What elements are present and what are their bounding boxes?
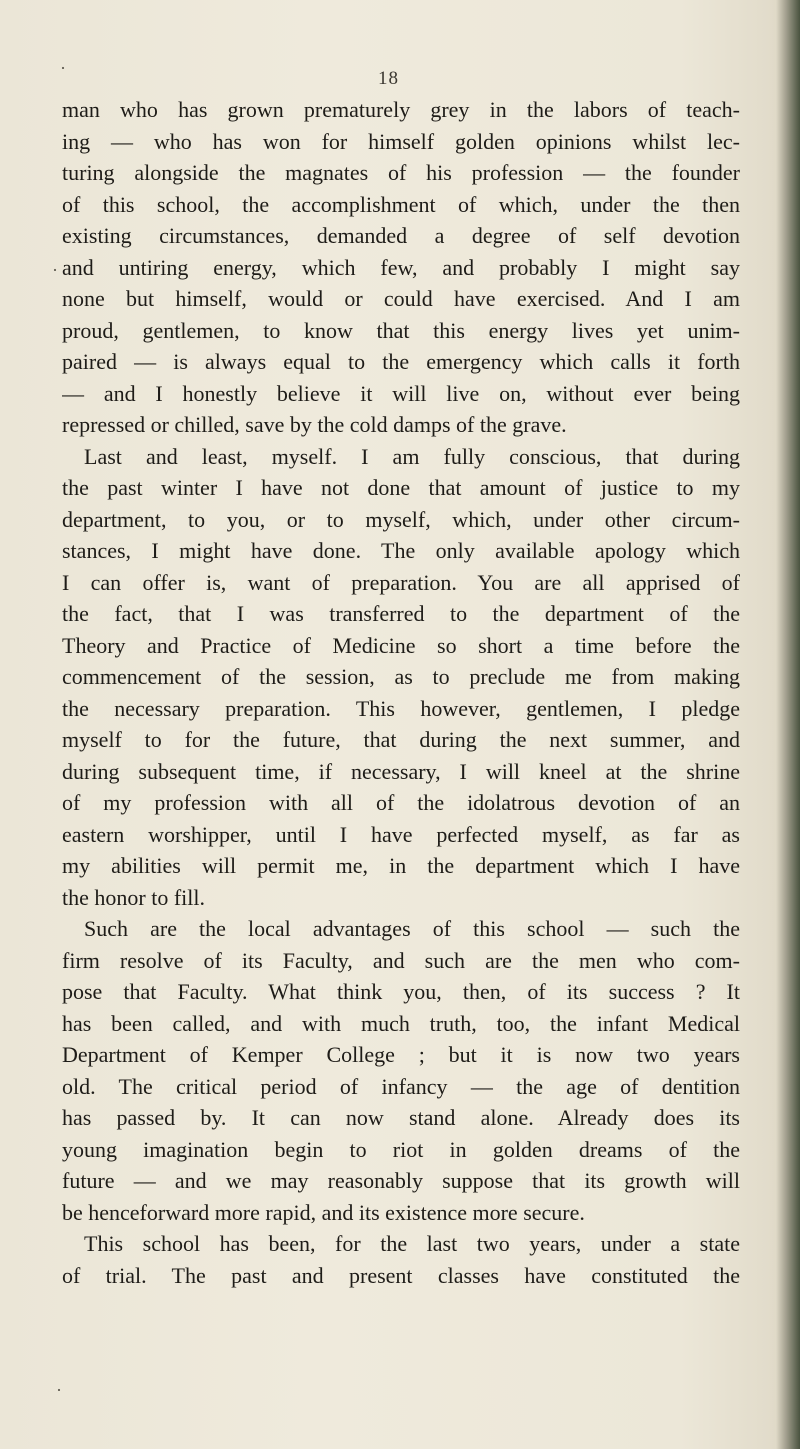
text-line: existing circumstances, demanded a degree of self devotion (62, 223, 740, 248)
text-line: man who has grown prematurely grey in the labors of teach- (62, 97, 740, 122)
text-line: myself to for the future, that during the next summer, and (62, 727, 740, 752)
text-line: young imagination begin to riot in golden dreams of the (62, 1136, 740, 1162)
body-text (62, 94, 740, 1291)
text-line: stances, I might have done. The only available apology which (62, 538, 740, 563)
text-line: be henceforward more rapid, and its existence more secure. (62, 1199, 585, 1225)
text-line: repressed or chilled, save by the cold damps of the grave. (62, 412, 567, 437)
stray-mark: · (56, 1380, 62, 1400)
text-line: the fact, that I was transferred to the department of the (62, 601, 740, 626)
text-line: paired — is always equal to the emergency which calls it forth (62, 349, 740, 374)
text-line: of this school, the accomplishment of which, under the then (62, 191, 740, 217)
text-line: — and I honestly believe it will live on, without ever being (62, 380, 740, 406)
stray-mark: · (52, 260, 58, 280)
text-line: Department of Kemper College ; but it is now two years (62, 1042, 740, 1067)
text-line: my abilities will permit me, in the department which I have (62, 853, 740, 878)
text-line: future — and we may reasonably suppose that its growth will (62, 1168, 740, 1193)
text-line: has passed by. It can now stand alone. Already does its (62, 1105, 740, 1130)
page-number: 18 (378, 68, 399, 89)
text-line: department, to you, or to myself, which, under other circum- (62, 506, 740, 532)
text-line: the honor to fill. (62, 884, 205, 910)
text-line: none but himself, would or could have exercised. And I am (62, 286, 740, 311)
text-line: the necessary preparation. This however, gentlemen, I pledge (62, 695, 740, 721)
text-line: old. The critical period of infancy — the age of dentition (62, 1073, 740, 1099)
text-line: ing — who has won for himself golden opinions whilst lec- (62, 128, 740, 154)
stray-mark: · (60, 58, 66, 78)
text-line: Last and least, myself. I am fully conscious, that during (84, 443, 740, 469)
text-line: during subsequent time, if necessary, I will kneel at the shrine (62, 758, 740, 784)
text-line: pose that Faculty. What think you, then, of its success ? It (62, 979, 740, 1004)
page-edge-shadow (776, 0, 800, 1449)
text-line: eastern worshipper, until I have perfected myself, as far as (62, 821, 740, 847)
text-line: and untiring energy, which few, and probably I might say (62, 254, 740, 280)
text-line: proud, gentlemen, to know that this energy lives yet unim- (62, 317, 740, 343)
text-line: I can offer is, want of preparation. You are all apprised of (62, 569, 740, 595)
text-line: turing alongside the magnates of his profession — the founder (62, 160, 740, 185)
text-line: This school has been, for the last two years, under a state (84, 1231, 740, 1256)
text-line: of trial. The past and present classes have constituted the (62, 1262, 740, 1288)
text-line: firm resolve of its Faculty, and such are the men who com- (62, 947, 740, 973)
text-line: commencement of the session, as to preclude me from making (62, 664, 740, 689)
text-line: Theory and Practice of Medicine so short a time before the (62, 632, 740, 658)
text-line: has been called, and with much truth, too, the infant Medical (62, 1010, 740, 1036)
text-line: Such are the local advantages of this school — such the (84, 916, 740, 941)
text-line: of my profession with all of the idolatrous devotion of an (62, 790, 740, 815)
text-line: the past winter I have not done that amount of justice to my (62, 475, 740, 500)
